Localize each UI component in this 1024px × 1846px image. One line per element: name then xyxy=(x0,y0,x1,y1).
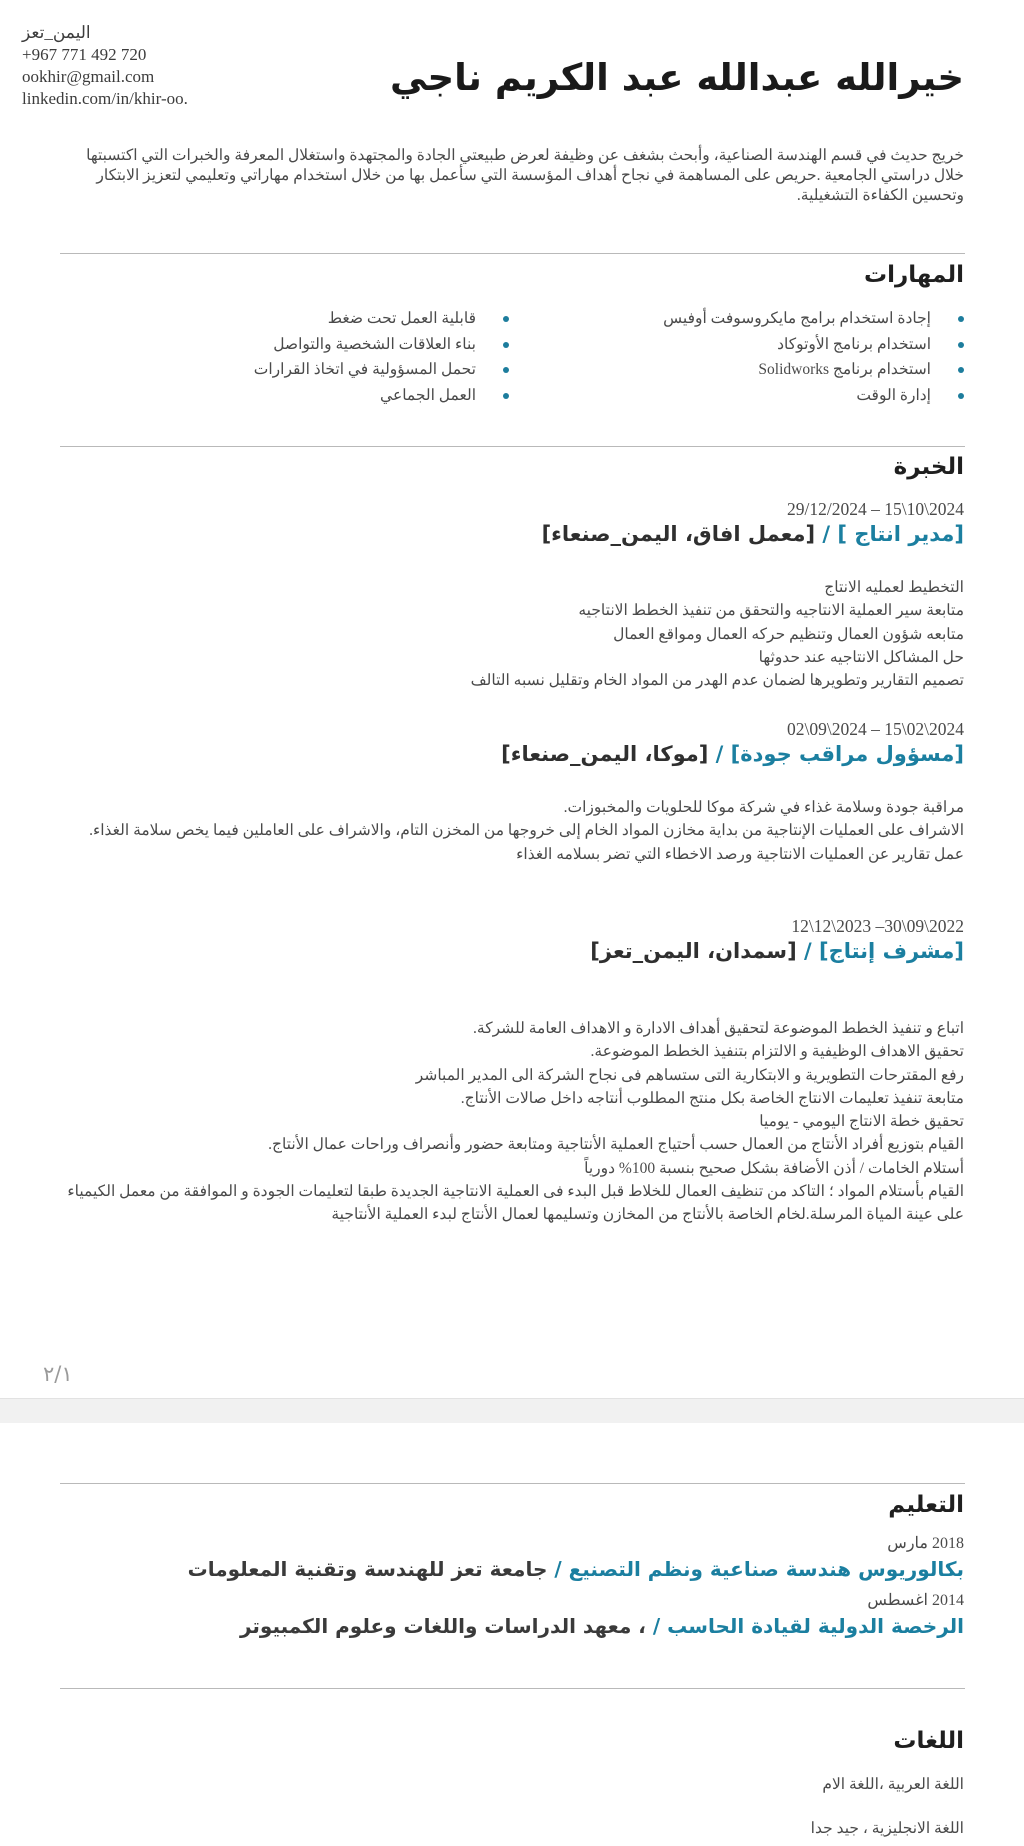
job-duties xyxy=(59,1017,964,1227)
skill-item: العمل الجماعي xyxy=(254,383,509,409)
contact-info xyxy=(22,22,188,110)
job-entry xyxy=(59,498,964,692)
languages-heading: اللغات xyxy=(893,1728,964,1754)
job-separator: / xyxy=(815,522,838,546)
job-title xyxy=(59,740,964,768)
page-two xyxy=(0,1423,1024,1846)
job-duties xyxy=(59,576,964,692)
duty-item: متابعه شؤون العمال وتنظيم حركه العمال ومواقع العمال xyxy=(613,625,964,643)
section-divider xyxy=(60,1483,965,1484)
duty-item: رفع المقترحات التطويرية و الابتكارية التى ستساهم فى نجاح الشركة الى المدير المباشر xyxy=(415,1066,964,1084)
duty-item: القيام بتوزيع أفراد الأنتاج من العمال حسب أحتياج العملية الأنتاجية ومتابعة حضور وأنصراف وراحات عمال الأنتاج. xyxy=(268,1136,964,1154)
duty-item: اتباع و تنفيذ الخطط الموضوعة لتحقيق أهداف الادارة و الاهداف العامة للشركة. xyxy=(473,1020,964,1037)
job-company: [سمدان، اليمن_تعز] xyxy=(590,939,797,963)
job-title xyxy=(59,520,964,548)
profile-summary: خريج حديث في قسم الهندسة الصناعية، وأبحث بشغف عن وظيفة لعرض طبيعتي الجادة والمجتهدة واستغلال المعرفة والخبرات التي اكتسبتها خلال دراستي الجامعية .حريص على المساهمة في نجاح أهداف المؤسسة التي سأعمل بها من خلال استخدام مهاراتي وتعليمي لتعزيز الابتكار وتحسين الكفاءة التشغيلية. xyxy=(86,147,964,204)
contact-location: اليمن_تعز xyxy=(22,23,91,42)
education-institution: جامعة تعز للهندسة وتقنية المعلومات xyxy=(187,1557,548,1581)
duty-item: القيام بأستلام المواد ؛ التاكد من تنظيف العمال للخلاط قبل البدء فى العملية الانتاجية الجديدة طبقا لتعليمات الجودة و الموافقة من معمل الكيمياء على عينة المياة المرسلة.لخام الخاصة بالأنتاج من المخازن وتسليمها لعمال الأنتاج لبدء العملية الأنتاجية xyxy=(67,1183,964,1224)
job-role: [مدير انتاج ] xyxy=(837,522,964,546)
skill-item: قابلية العمل تحت ضغط xyxy=(254,306,509,332)
skill-item: تحمل المسؤولية في اتخاذ القرارات xyxy=(254,357,509,383)
duty-item: حل المشاكل الانتاجيه عند حدوثها xyxy=(758,648,964,666)
skills-list-secondary xyxy=(254,306,509,408)
duty-item: الاشراف على العمليات الإنتاجية من بداية مخازن المواد الخام إلى خروجها من المخزن التام، والاشراف على العاملين فيما يخص سلامة الغذاء. xyxy=(89,822,964,840)
section-divider xyxy=(60,446,965,447)
section-divider xyxy=(60,253,965,254)
language-item: اللغة العربية ،اللغة الام xyxy=(822,1776,964,1793)
duty-item: تحقيق الاهداف الوظيفية و الالتزام بتنفيذ الخطط الموضوعة. xyxy=(590,1043,964,1061)
job-role: [مشرف إنتاج] xyxy=(818,939,964,963)
job-entry xyxy=(59,718,964,866)
contact-linkedin: linkedin.com/in/khir-oo. xyxy=(22,89,188,108)
page-number: ٢/١ xyxy=(43,1362,73,1386)
education-entry xyxy=(59,1590,964,1640)
duty-item: عمل تقارير عن العمليات الانتاجية ورصد الاخطاء التي تضر بسلامه الغذاء xyxy=(516,845,964,863)
job-separator: / xyxy=(708,742,731,766)
skill-item: إجادة استخدام برامج مايكروسوفت أوفيس xyxy=(663,306,964,332)
job-role: [مسؤول مراقب جودة] xyxy=(730,742,964,766)
job-duties xyxy=(59,796,964,866)
job-dates: 02\09\2024 – 15\02\2024 xyxy=(787,719,964,739)
education-degree: الرخصة الدولية لقيادة الحاسب xyxy=(667,1614,964,1638)
job-separator: / xyxy=(796,939,819,963)
education-date: 2018 مارس xyxy=(887,1535,964,1552)
job-dates: 29/12/2024 – 15\10\2024 xyxy=(787,499,964,519)
job-company: [موكا، اليمن_صنعاء] xyxy=(501,742,709,766)
duty-item: متابعة سير العملية الانتاجيه والتحقق من تنفيذ الخطط الانتاجيه xyxy=(578,602,964,620)
job-title xyxy=(59,937,964,965)
candidate-name: خيرالله عبدالله عبد الكريم ناجي xyxy=(390,56,964,99)
job-dates: 12\12\2023 –30\09\2022 xyxy=(791,916,964,936)
job-entry xyxy=(59,915,964,1227)
education-title xyxy=(59,1612,964,1640)
education-degree: بكالوريوس هندسة صناعية ونظم التصنيع xyxy=(568,1557,964,1581)
education-institution: ، معهد الدراسات واللغات وعلوم الكمبيوتر xyxy=(239,1614,646,1638)
education-separator: / xyxy=(547,1557,569,1581)
education-title xyxy=(59,1555,964,1583)
skill-item: إدارة الوقت xyxy=(663,383,964,409)
skill-item: بناء العلاقات الشخصية والتواصل xyxy=(254,332,509,358)
education-heading: التعليم xyxy=(888,1492,964,1518)
skills-list-primary xyxy=(663,306,964,408)
skill-item: استخدام برنامج Solidworks xyxy=(663,357,964,383)
duty-item: أستلام الخامات / أذن الأضافة بشكل صحيح بنسبة 100% دورياً xyxy=(584,1159,964,1177)
education-entry xyxy=(59,1533,964,1583)
duty-item: متابعة تنفيذ تعليمات الانتاج الخاصة بكل منتج المطلوب أنتاجه داخل صالات الأنتاج. xyxy=(460,1089,964,1107)
section-divider xyxy=(60,1688,965,1689)
contact-phone: +967 771 492 720 xyxy=(22,45,147,64)
duty-item: مراقبة جودة وسلامة غذاء في شركة موكا للحلويات والمخبوزات. xyxy=(563,799,964,816)
duty-item: تصميم التقارير وتطويرها لضمان عدم الهدر من المواد الخام وتقليل نسبه التالف xyxy=(470,672,964,690)
skills-heading: المهارات xyxy=(864,262,964,288)
language-item: اللغة الانجليزية ، جيد جدا xyxy=(810,1820,964,1837)
skill-item: استخدام برنامج الأوتوكاد xyxy=(663,332,964,358)
experience-heading: الخبرة xyxy=(893,454,964,480)
education-separator: / xyxy=(645,1614,668,1638)
duty-item: تحقيق خطة الانتاج اليومي - يوميا xyxy=(759,1113,964,1131)
duty-item: التخطيط لعمليه الانتاج xyxy=(824,579,964,596)
contact-email: ookhir@gmail.com xyxy=(22,67,155,86)
page-break xyxy=(0,1398,1024,1424)
job-company: [معمل افاق، اليمن_صنعاء] xyxy=(541,522,816,546)
education-date: 2014 اغسطس xyxy=(867,1592,964,1609)
